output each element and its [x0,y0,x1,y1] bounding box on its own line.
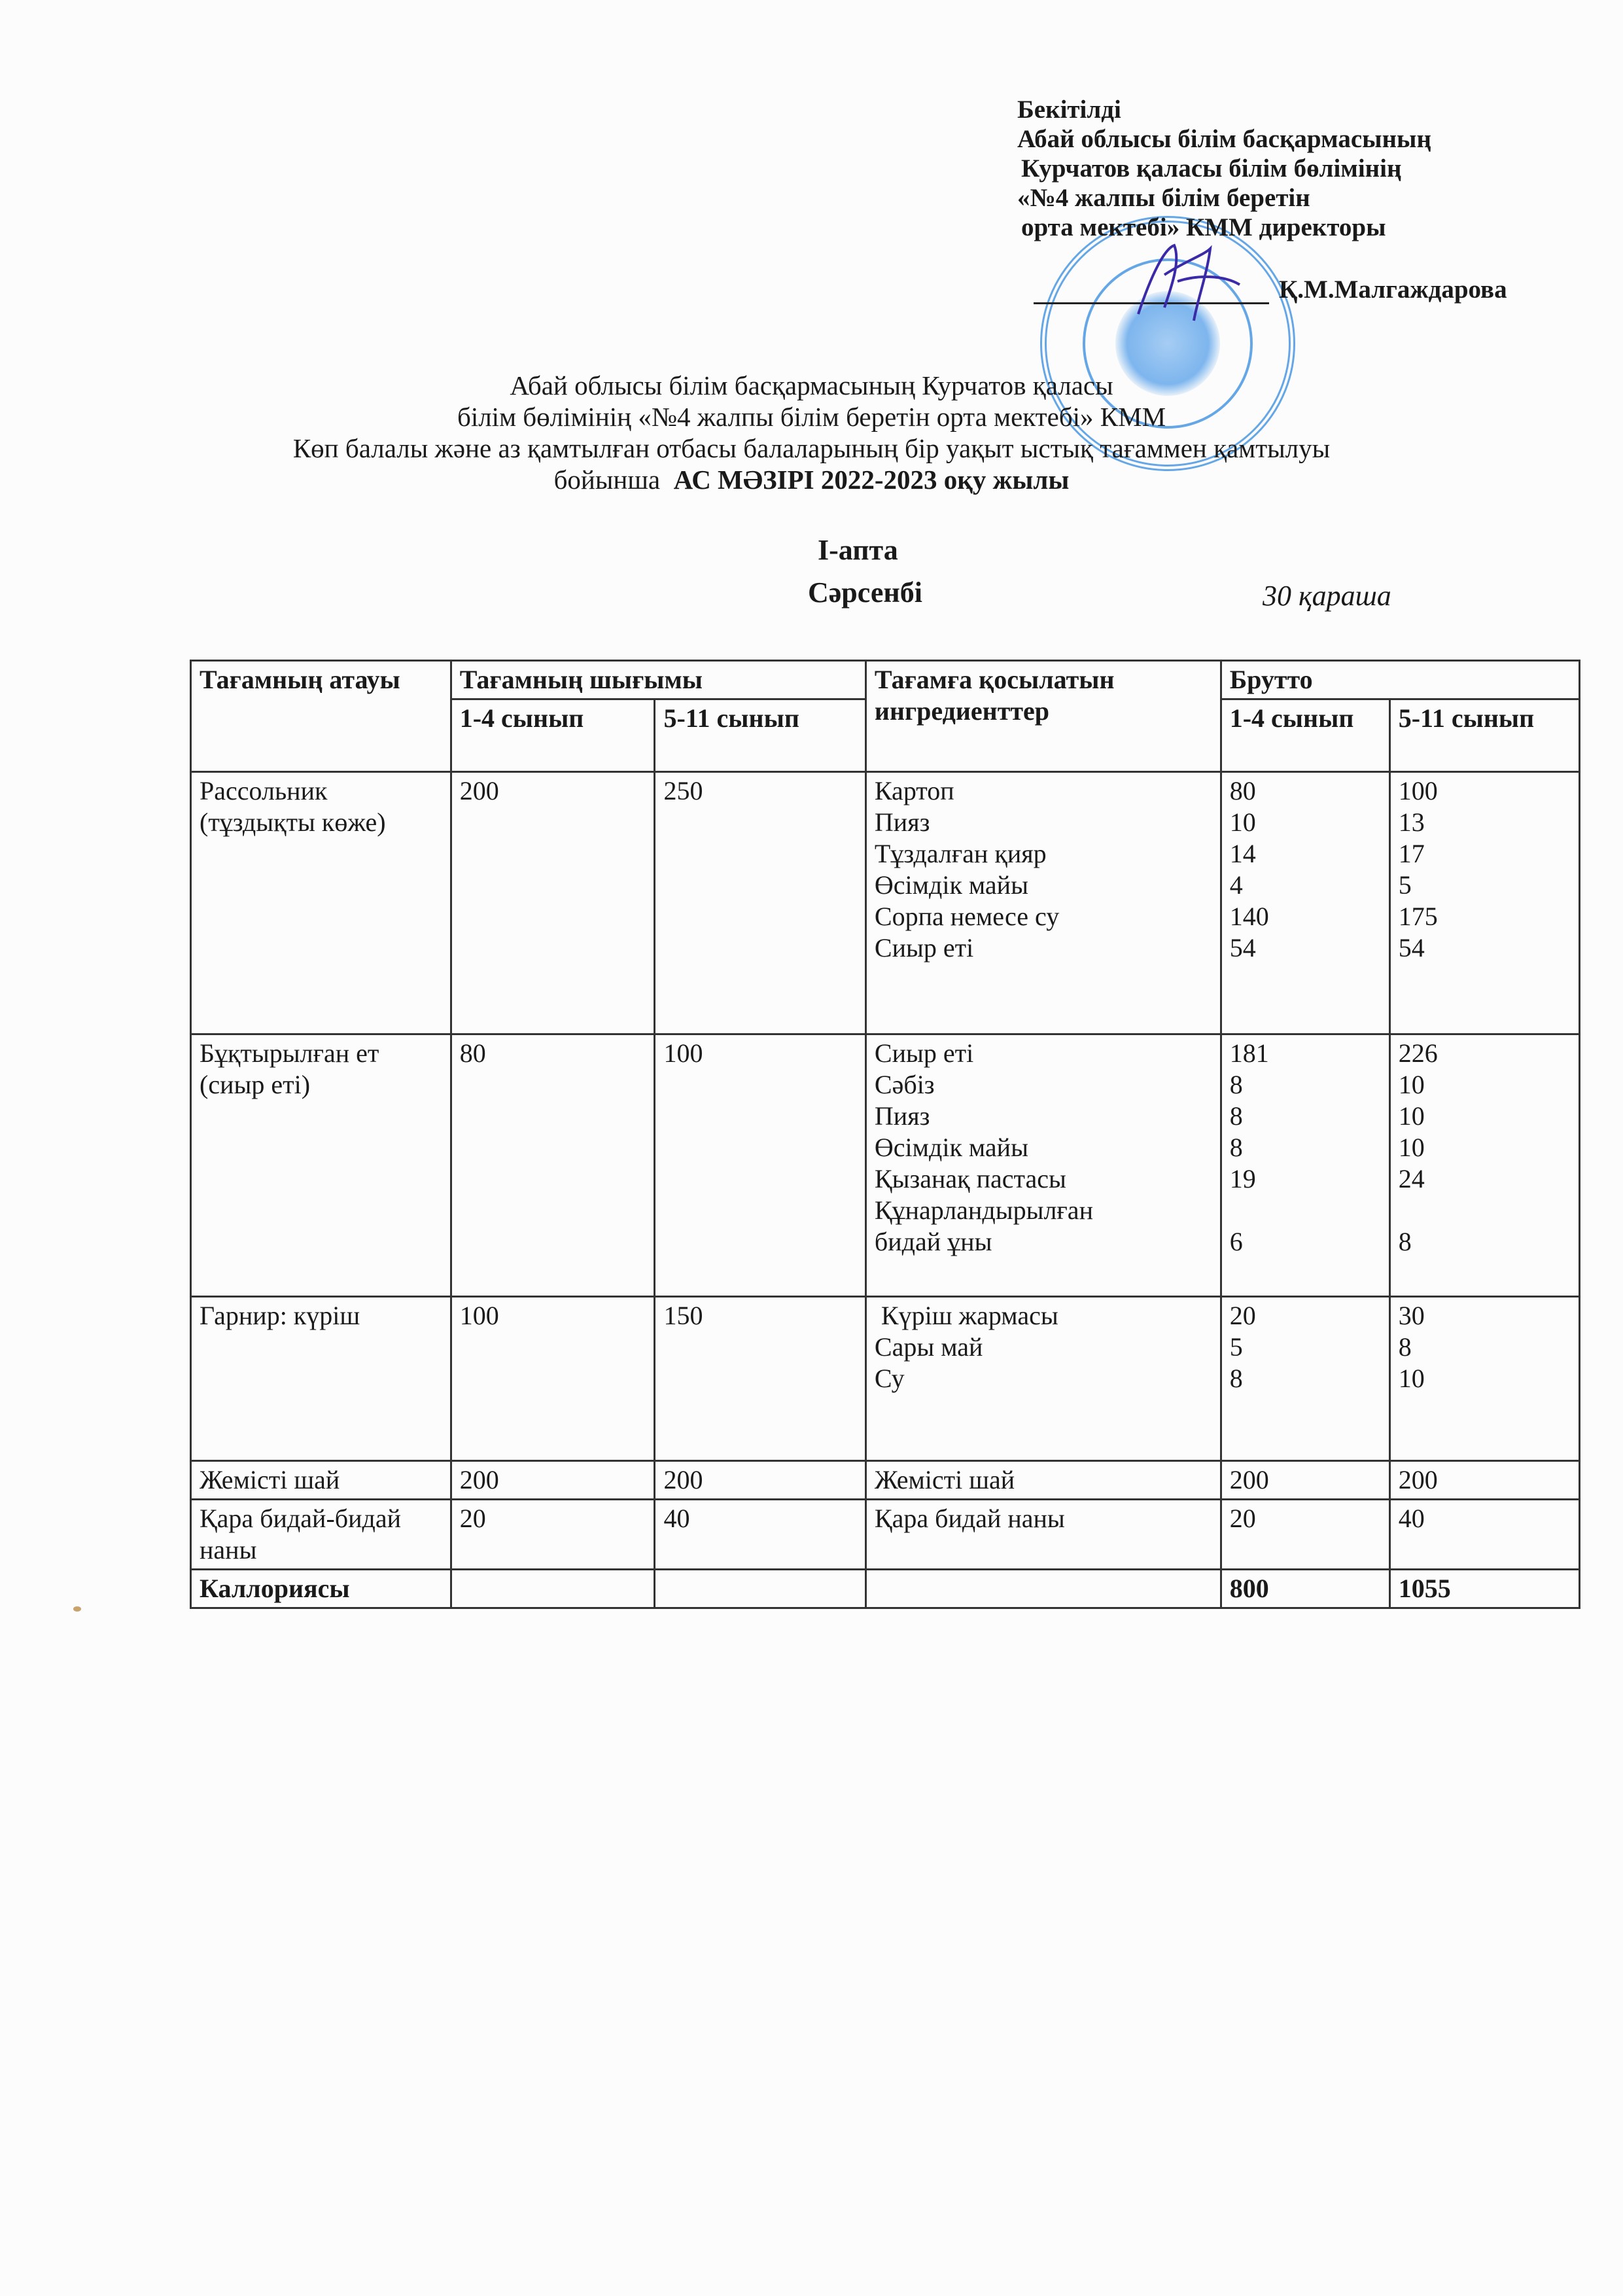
brutto-value: 10 [1398,1070,1425,1099]
brutto-value: 226 [1398,1038,1438,1068]
ingredient: Өсімдік майы [874,870,1028,900]
yield-5-11: 150 [655,1297,865,1461]
title-line-2: білім бөлімінің «№4 жалпы білім беретін орта мектебі» КММ [457,402,1166,432]
brutto-value: 200 [1398,1465,1438,1494]
approval-line: орта мектебі» КММ директоры [1021,213,1386,241]
title-line-3: Көп балалы және аз қамтылған отбасы балаларының бір уақыт ыстық тағаммен қамтылуы [292,433,1331,463]
header-brutto: Брутто [1221,661,1579,699]
brutto-value: 20 [1229,1504,1256,1533]
brutto-value: 13 [1398,807,1425,837]
brutto-5-11-cell [1389,1297,1579,1461]
brutto-value: 140 [1229,902,1269,931]
brutto-value [1230,1195,1381,1226]
brutto-value: 5 [1398,870,1412,900]
brutto-value: 19 [1229,1164,1256,1193]
brutto-1-4-cell [1221,1500,1389,1570]
approval-title: Бекітілді [1017,96,1121,124]
brutto-value: 4 [1229,870,1243,900]
brutto-value [1399,1195,1571,1226]
approval-line: Курчатов қаласы білім бөлімінің [1021,154,1402,183]
table-row [191,1034,1580,1297]
approval-line: Абай облысы білім басқармасының [1017,125,1431,153]
empty-cell [865,1570,1221,1608]
table-row [191,1461,1580,1500]
total-brutto-5-11: 1055 [1389,1570,1579,1608]
brutto-value: 8 [1229,1133,1243,1162]
brutto-value: 14 [1229,839,1256,868]
brutto-1-4-cell [1221,1297,1389,1461]
brutto-value: 8 [1398,1227,1412,1256]
brutto-value: 8 [1398,1332,1412,1362]
brutto-value: 54 [1229,933,1256,963]
brutto-value: 10 [1398,1101,1425,1131]
total-row [191,1570,1580,1608]
header-brutto-1-4: 1-4 сынып [1221,699,1389,772]
day-label: Сәрсенбі [808,576,922,609]
header-yield-5-11: 5-11 сынып [655,699,865,772]
header-brutto-5-11: 5-11 сынып [1389,699,1579,772]
ingredient: Пияз [874,807,930,837]
brutto-value: 24 [1398,1164,1425,1193]
brutto-value: 8 [1229,1101,1243,1131]
yield-1-4: 200 [451,1461,655,1500]
ingredient: Тұздалған қияр [874,839,1047,868]
approval-line: «№4 жалпы білім беретін [1017,184,1310,212]
brutto-value: 5 [1229,1332,1243,1362]
dish-name: Қара бидай-бидай наны [191,1500,451,1570]
table-header-row [191,661,1580,699]
week-label: І-апта [818,534,898,566]
title-prefix: бойынша [553,465,661,495]
title-line-4 [0,464,1623,495]
brutto-5-11-cell [1389,772,1579,1034]
signature-icon [1125,236,1256,327]
brutto-1-4-cell [1221,772,1389,1034]
brutto-value: 80 [1229,776,1256,805]
ingredient: Сорпа немесе су [874,902,1060,931]
signer-name: Қ.М.Малгаждарова [1279,275,1507,304]
table-row [191,772,1580,1034]
dish-name: Гарнир: күріш [191,1297,451,1461]
brutto-value: 8 [1229,1070,1243,1099]
approval-block [1017,95,1431,242]
table-row [191,1297,1580,1461]
ingredient: Сары май [874,1332,983,1362]
ingredients-cell [865,1461,1221,1500]
ingredient: Картоп [874,776,954,805]
document-title [0,370,1623,495]
brutto-value: 8 [1229,1364,1243,1393]
ingredients-cell [865,1500,1221,1570]
brutto-value: 40 [1398,1504,1425,1533]
brutto-value: 200 [1229,1465,1269,1494]
ingredient: Су [874,1364,905,1393]
ingredient: Сиыр еті [874,1038,974,1068]
brutto-value: 20 [1229,1301,1256,1330]
brutto-5-11-cell [1389,1034,1579,1297]
dish-name: Жемісті шай [191,1461,451,1500]
brutto-value: 6 [1229,1227,1243,1256]
brutto-5-11-cell [1389,1461,1579,1500]
empty-cell [655,1570,865,1608]
ingredient: Қара бидай наны [874,1504,1065,1533]
yield-5-11: 40 [655,1500,865,1570]
ingredient: бидай ұны [874,1227,992,1256]
brutto-value: 10 [1229,807,1256,837]
brutto-value: 100 [1398,776,1438,805]
ingredients-cell [865,1297,1221,1461]
yield-1-4: 20 [451,1500,655,1570]
ingredient: Күріш жармасы [874,1301,1058,1330]
header-yield-1-4: 1-4 сынып [451,699,655,772]
brutto-value: 10 [1398,1364,1425,1393]
title-menu-year: АС МӘЗІРІ 2022-2023 оқу жылы [673,465,1070,495]
total-label: Каллориясы [191,1570,451,1608]
empty-cell [451,1570,655,1608]
ingredient: Өсімдік майы [874,1133,1028,1162]
yield-5-11: 100 [655,1034,865,1297]
brutto-value: 17 [1398,839,1425,868]
ingredients-cell [865,1034,1221,1297]
dish-name: Рассольник (тұздықты көже) [191,772,451,1034]
yield-1-4: 200 [451,772,655,1034]
yield-1-4: 100 [451,1297,655,1461]
ingredients-cell [865,772,1221,1034]
yield-1-4: 80 [451,1034,655,1297]
ingredient: Қызанақ пастасы [874,1164,1066,1193]
header-ingredients: Тағамға қосылатын ингредиенттер [865,661,1221,772]
menu-table [190,660,1580,1609]
header-yield: Тағамның шығымы [451,661,865,699]
header-dish-name: Тағамның атауы [191,661,451,772]
date-label: 30 қараша [1263,580,1391,612]
scan-speck [73,1606,81,1612]
brutto-1-4-cell [1221,1034,1389,1297]
ingredient: Сәбіз [874,1070,935,1099]
ingredient: Пияз [874,1101,930,1131]
brutto-1-4-cell [1221,1461,1389,1500]
brutto-value: 54 [1398,933,1425,963]
ingredient: Құнарландырылған [874,1195,1093,1225]
yield-5-11: 250 [655,772,865,1034]
ingredient: Жемісті шай [874,1465,1015,1494]
table-row [191,1500,1580,1570]
brutto-value: 10 [1398,1133,1425,1162]
brutto-value: 175 [1398,902,1438,931]
dish-name: Бұқтырылған ет (сиыр еті) [191,1034,451,1297]
ingredient: Сиыр еті [874,933,974,963]
brutto-value: 30 [1398,1301,1425,1330]
brutto-value: 181 [1229,1038,1269,1068]
total-brutto-1-4: 800 [1221,1570,1389,1608]
yield-5-11: 200 [655,1461,865,1500]
brutto-5-11-cell [1389,1500,1579,1570]
title-line-1: Абай облысы білім басқармасының Курчатов қаласы [510,370,1113,400]
